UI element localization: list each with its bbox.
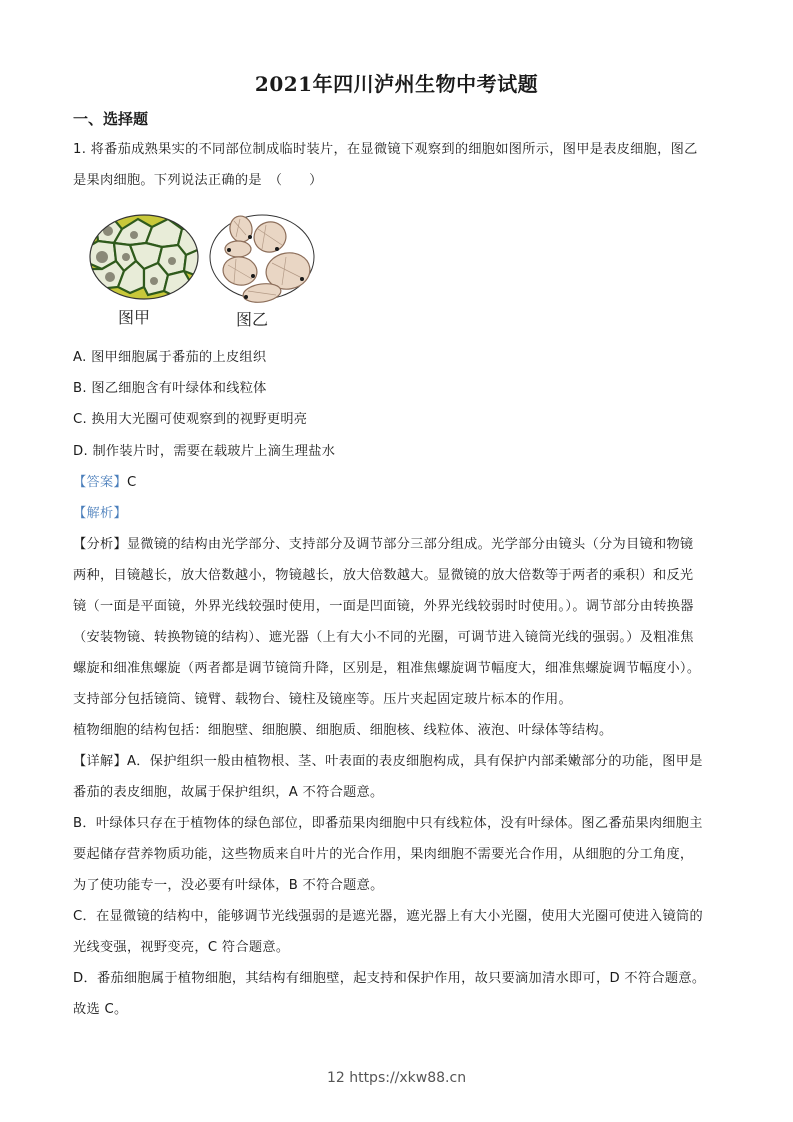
pulp-cell-image [206, 209, 318, 305]
question-stem-line-1: 1. 将番茄成熟果实的不同部位制成临时装片，在显微镜下观察到的细胞如图所示，图甲是表皮细胞，图乙 [73, 142, 698, 157]
answer-row [73, 473, 723, 493]
detail-line-8: D．番茄细胞属于植物细胞，其结构有细胞壁，起支持和保护作用，故只要滴加清水即可，D 不符合题意。 [73, 971, 706, 986]
figure-label-b: 图乙 [236, 310, 269, 329]
question-stem-line-2: 是果肉细胞。下列说法正确的是 （ ） [73, 173, 323, 188]
detail-line-2: 番茄的表皮细胞，故属于保护组织，A 不符合题意。 [73, 785, 384, 800]
figure-group [88, 213, 318, 333]
analysis-line-7: 植物细胞的结构包括：细胞壁、细胞膜、细胞质、细胞核、线粒体、液泡、叶绿体等结构。 [73, 723, 613, 738]
option-a: A. 图甲细胞属于番茄的上皮组织 [73, 350, 267, 365]
answer-value: C [126, 475, 137, 490]
option-b: B. 图乙细胞含有叶绿体和线粒体 [73, 381, 267, 396]
detail-line-7: 光线变强，视野变亮，C 符合题意。 [73, 940, 290, 955]
epidermal-cell-image [88, 213, 200, 301]
detail-line-3: B．叶绿体只存在于植物体的绿色部位，即番茄果肉细胞中只有线粒体，没有叶绿体。图乙番茄果肉细胞主 [73, 816, 703, 831]
analysis-line-2: 两种，目镜越长，放大倍数越小，物镜越长，放大倍数越大。显微镜的放大倍数等于两者的乘积）和反光 [73, 568, 694, 583]
analysis-line-6: 支持部分包括镜筒、镜臂、载物台、镜柱及镜座等。压片夹起固定玻片标本的作用。 [73, 692, 573, 707]
detail-line-1: 【详解】A．保护组织一般由植物根、茎、叶表面的表皮细胞构成，具有保护内部柔嫩部分的功能，图甲是 [73, 754, 703, 769]
analysis-label: 【解析】 [73, 506, 127, 521]
option-c: C. 换用大光圈可使观察到的视野更明亮 [73, 412, 308, 427]
analysis-line-1: 【分析】显微镜的结构由光学部分、支持部分及调节部分三部分组成。光学部分由镜头（分为目镜和物镜 [73, 537, 694, 552]
page-title: 2021年四川泸州生物中考试题 [254, 72, 539, 96]
answer-label: 【答案】 [73, 475, 127, 490]
section-heading: 一、选择题 [73, 110, 149, 128]
analysis-line-5: 螺旋和细准焦螺旋（两者都是调节镜筒升降，区别是，粗准焦螺旋调节幅度大，细准焦螺旋调节幅度小）。 [73, 661, 701, 676]
page-footer: 12 https://xkw88.cn [326, 1070, 467, 1086]
figure-label-a: 图甲 [118, 308, 151, 327]
detail-line-4: 要起储存营养物质功能，这些物质来自叶片的光合作用，果肉细胞不需要光合作用，从细胞的分工角度， [73, 847, 694, 862]
analysis-line-3: 镜（一面是平面镜，外界光线较强时使用，一面是凹面镜，外界光线较弱时时使用。）。调节部分由转换器 [73, 599, 694, 614]
detail-line-5: 为了使功能专一，没必要有叶绿体，B 不符合题意。 [73, 878, 384, 893]
detail-line-9: 故选 C。 [73, 1002, 128, 1017]
analysis-line-4: （安装物镜、转换物镜的结构）、遮光器（上有大小不同的光圈，可调节进入镜筒光线的强弱。）及粗准焦 [73, 630, 694, 645]
option-d: D. 制作装片时，需要在载玻片上滴生理盐水 [73, 444, 336, 459]
detail-line-6: C．在显微镜的结构中，能够调节光线强弱的是遮光器，遮光器上有大小光圈，使用大光圈可使进入镜筒的 [73, 909, 703, 924]
